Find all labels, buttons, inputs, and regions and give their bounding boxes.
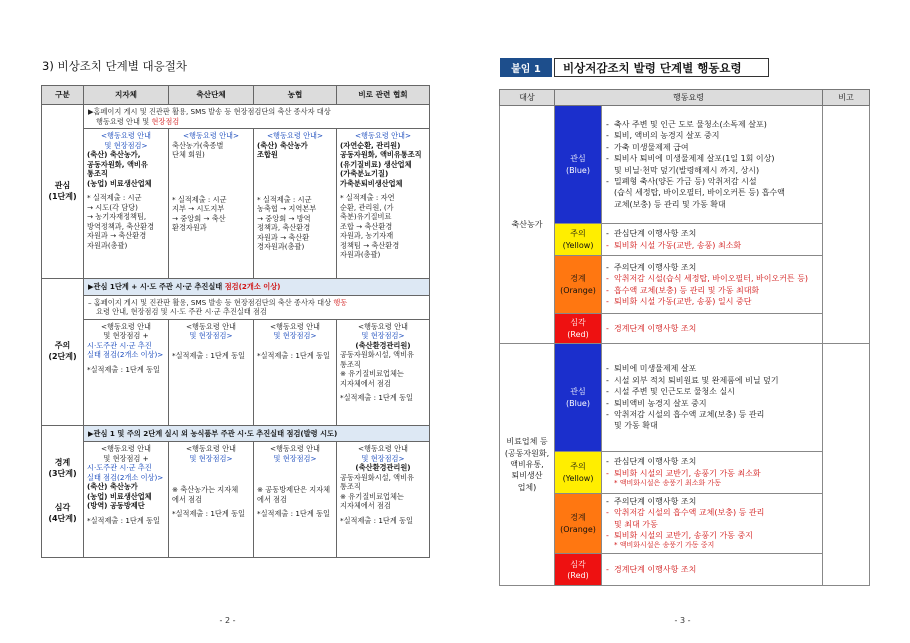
action-item: 교체(보충) 등 관리 및 가동 확대 [614,199,726,209]
page-number-left: - 2 - [219,616,236,625]
action-row [500,344,870,452]
action-row [500,256,870,314]
header-remark: 비고 [823,90,870,106]
actions-cell [602,314,823,344]
stage-2-livestock-org: <행동요령 안내 및 현장점검> *실적제출 : 1단계 동일 [169,319,254,425]
action-table [499,89,870,586]
appendix-title: 비상저감조치 발령 단계별 행동요령 [554,58,769,77]
stage-2-nonghyup: <행동요령 안내 및 현장점검> *실적제출 : 1단계 동일 [254,319,337,425]
target-cell: 비료업체 등 (공동자원화, 액비유통, 퇴비생산 업체) [500,344,555,586]
action-item: - 시설 주변 및 인근도로 물청소 실시 [606,387,735,397]
stage-3-livestock-org: <행동요령 안내 및 현장점검> ※ 축산농가는 지자체 에서 점검 *실적제출 : 1단계 동일 [169,442,254,558]
action-item: - 퇴비화 시설의 교반기, 송풍기 가동 최소화 [606,468,761,478]
stage-3-nonghyup: <행동요령 안내 및 현장점검> ※ 공동방제단은 지자체 에서 점검 *실적제출 : 1단계 동일 [254,442,337,558]
header-action: 행동요령 [555,90,823,106]
action-item: - 흡수액 교체(보충) 등 관리 및 가동 최대화 [606,285,760,295]
stage-2-row [42,319,430,425]
alert-level-cell: 관심 (Blue) [555,106,602,224]
action-row [500,452,870,494]
stage-2-fertilizer-assoc: <행동요령 안내 및 현장점검> (축산환경관리원) 공동자원화시설, 액비유 통조직 ※ 유기질비료업체는 지자체에서 점검 *실적제출 : 1단계 동일 [337,319,430,425]
stage-3-local-gov: <행동요령 안내 및 현장점검 + 시·도주관 시·군 추진 실태 점검(2개소 이상)> (축산) 축산농가 (농업) 비료생산업체 (방역) 공동방제단 *실적제출 : 1단계 동일 [84,442,169,558]
appendix-label: 붙임 1 [500,58,552,77]
alert-level-cell: 경계 (Orange) [555,494,602,554]
action-subnote: * 액비화시설은 송풍기 최소화 가동 [614,478,722,487]
section-title: 3) 비상조치 단계별 대응절차 [42,59,187,73]
action-item: - 퇴비화 시설 가동(교반, 송풍) 일시 중단 [606,296,752,306]
stage-2-local-gov: <행동요령 안내 및 현장점검 + 시·도주관 시·군 추진 실태 점검(2개소 이상)> *실적제출 : 1단계 동일 [84,319,169,425]
action-item: (습식 세정탑, 바이오필터, 바이오커튼 등) 흡수액 [614,188,785,198]
stage-3-row [42,442,430,558]
action-item: - 퇴비사 퇴비에 미생물제제 살포(1일 1회 이상) [606,154,775,164]
stage-1-fertilizer-assoc: <행동요령 안내> (자연순환, 관리원) 공동자원화, 액비유통조직 (유기질비료) 생산업체 (가축분뇨기질) 가축분퇴비생산업체 * 실적제출 : 자연 순환, 관리원, (가 축분)유기질비료 조합 → 축산환경 자원과, 농기자재 정책팀 → 축산환경 자원과(총괄) [337,129,430,279]
stage-2-label: 주의 (2단계) [42,279,84,426]
action-item: - 악취저감 시설(습식 세정탑, 바이오필터, 바이오커튼 등) [606,274,809,284]
actions-cell [602,494,823,554]
alert-level-cell: 주의 (Yellow) [555,224,602,256]
action-item: - 퇴비화 시설 가동(교반, 송풍) 최소화 [606,240,742,250]
alert-level-cell: 심각 (Red) [555,554,602,586]
header-category: 구분 [42,86,84,105]
stage-3-4-label: 경계 (3단계) 심각 (4단계) [42,425,84,558]
actions-cell [602,106,823,224]
action-subnote: * 액비화시설은 송풍기 가동 중지 [614,541,715,550]
stage-2-banner: ▶관심 1단계 + 시·도 주관 시·군 추진실태 점검(2개소 이상) [84,279,430,296]
action-row [500,494,870,554]
action-item: - 축사 주변 및 인근 도로 물청소(소독제 살포) [606,120,767,130]
actions-cell [602,224,823,256]
stage-1-local-gov: <행동요령 안내 및 현장점검> (축산) 축산농가, 공동자원화, 액비유 통조직 (농업) 비료생산업체 * 실적제출 : 시군 → 시도(각 담당) → 농기자재정책팀, 방역정책과, 축산환경 자원과 → 축산환경 자원과(총괄) [84,129,169,279]
action-row [500,314,870,344]
alert-level-cell: 경계 (Orange) [555,256,602,314]
actions-cell [602,344,823,452]
action-row [500,224,870,256]
action-item: - 주의단계 이행사항 조치 [606,262,697,272]
remark-cell [823,344,870,586]
table-header-row [42,86,430,105]
page-number-right: - 3 - [674,616,691,625]
action-item: - 관심단계 이행사항 조치 [606,229,697,239]
stage-1-row [42,129,430,279]
alert-level-cell: 심각 (Red) [555,314,602,344]
remark-cell [823,106,870,344]
stage-3-fertilizer-assoc: <행동요령 안내 및 현장점검> (축산환경관리원) 공동자원화시설, 액비유 통조직 ※ 유기질비료업체는 지자체에서 점검 *실적제출 : 1단계 동일 [337,442,430,558]
alert-level-cell: 관심 (Blue) [555,344,602,452]
action-item: - 퇴비, 액비의 농경지 살포 중지 [606,131,720,141]
stage-1-banner: ▶홈페이지 게시 및 진관판 활용, SMS 발송 등 현장점검단의 축산 종사자 대상 행동요령 안내 및 현장점검 [84,105,430,129]
header-target: 대상 [500,90,555,106]
action-item: 및 최대 가동 [614,519,658,529]
stage-1-label: 관심 (1단계) [42,105,84,279]
action-row [500,106,870,224]
action-item: - 경계단계 이행사항 조치 [606,565,697,575]
stage-1-livestock-org: <행동요령 안내> 축산농가(축종별 단체 회원) * 실적제출 : 시군 지부 → 시도지부 → 중앙회 → 축산 환경자원과 [169,129,254,279]
action-item: - 퇴비액비 농경지 살포 중지 [606,398,707,408]
target-cell: 축산농가 [500,106,555,344]
action-item: - 시설 외부 적치 퇴비원료 및 완제품에 비닐 덮기 [606,375,779,385]
right-page [455,0,910,643]
action-item: - 퇴비에 미생물제제 살포 [606,364,697,374]
alert-level-cell: 주의 (Yellow) [555,452,602,494]
actions-cell [602,256,823,314]
stage-3-banner: ▶관심 1 및 주의 2단계 실시 외 농식품부 주관 시·도 추진실태 점검(발령 시도) [84,425,430,442]
actions-cell [602,452,823,494]
action-item: 및 비닐·천막 덮기(발령해제시 까지, 상시) [614,165,760,175]
action-item: - 퇴비화 시설의 교반기, 송풍기 가동 중지 [606,531,753,541]
action-item: - 가축 미생물제제 급여 [606,142,689,152]
action-item: - 밀폐형 축사(양돈 가금 등) 악취저감 시설 [606,176,757,186]
stage-2-notice: – 홈페이지 게시 및 진관판 활용, SMS 발송 등 현장점검단의 축산 종사자 대상 행동 요령 안내, 현장점검 및 시·도 주관 시·군 추진실태 점검 [84,295,430,319]
header-livestock-org: 축산단체 [169,86,254,105]
action-table-header [500,90,870,106]
header-nonghyup: 농협 [254,86,337,105]
header-local-gov: 지자체 [84,86,169,105]
procedure-table [41,85,430,558]
actions-cell [602,554,823,586]
stage-1-nonghyup: <행동요령 안내> (축산) 축산농가 조합원 * 실적제출 : 시군 농축협 → 지역본부 → 중앙회 → 방역 정책과, 축산환경 자원과 → 축산환 경자원과(총괄) [254,129,337,279]
action-item: 및 가동 확대 [614,421,658,431]
action-item: - 경계단계 이행사항 조치 [606,323,697,333]
action-item: - 관심단계 이행사항 조치 [606,457,697,467]
action-item: - 악취저감 시설의 흡수액 교체(보충) 등 관리 [606,508,765,518]
action-item: - 주의단계 이행사항 조치 [606,497,697,506]
action-item: - 악취저감 시설의 흡수액 교체(보충) 등 관리 [606,409,765,419]
header-fertilizer-assoc: 비로 관련 협회 [337,86,430,105]
action-row [500,554,870,586]
